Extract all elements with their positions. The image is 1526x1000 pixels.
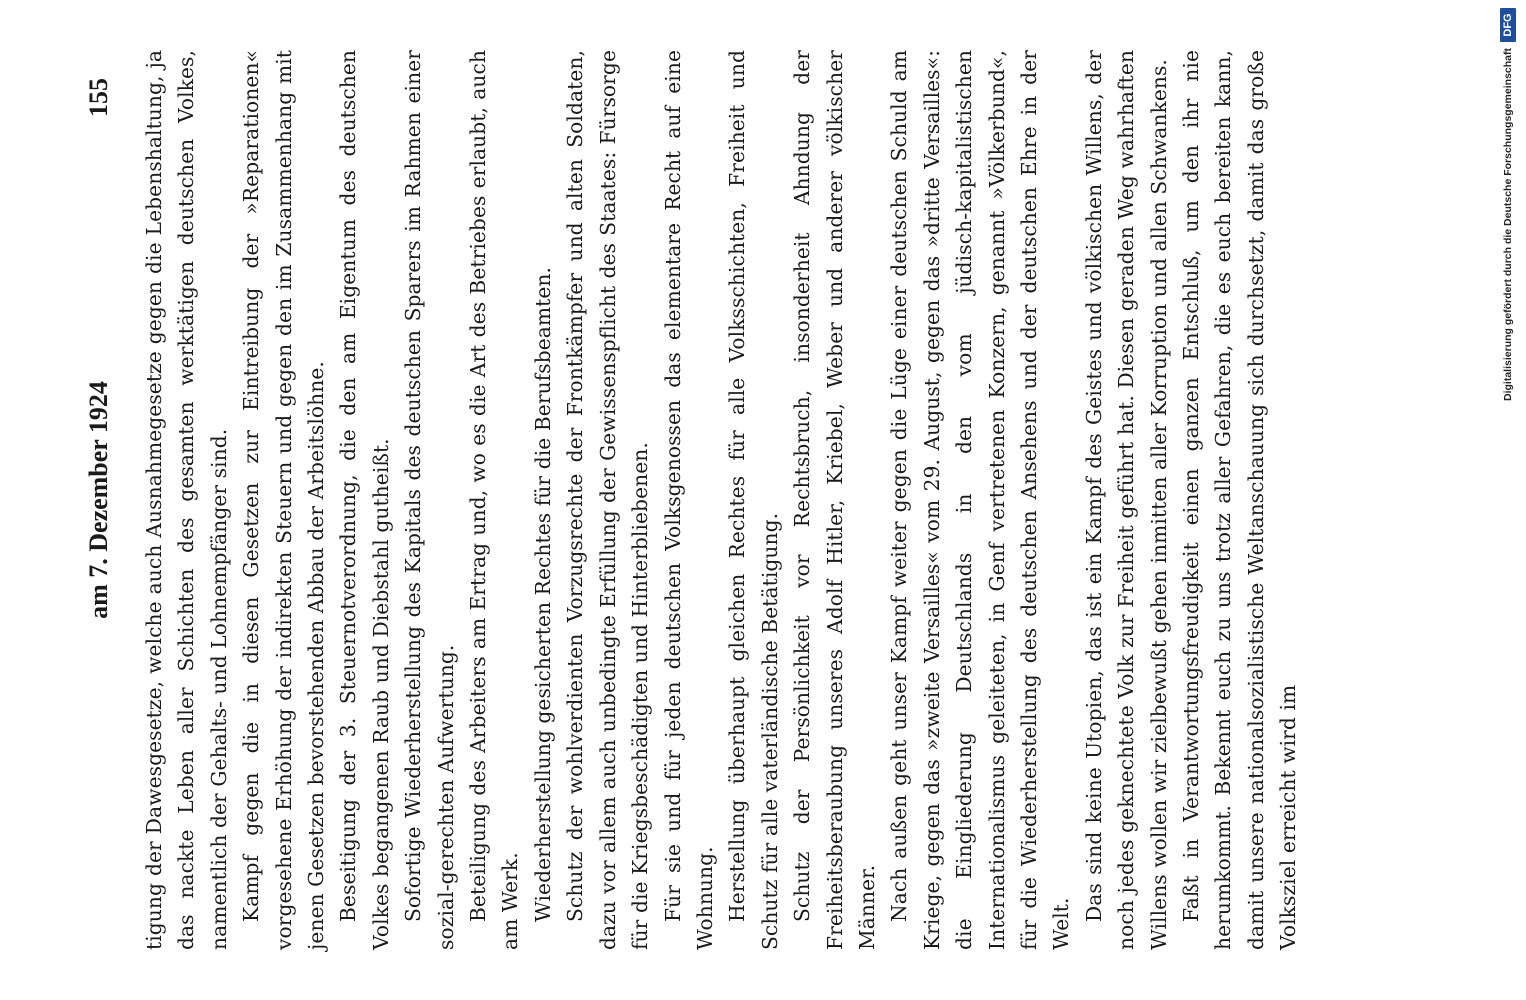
digitization-note: Digitalisierung gefördert durch die Deutsche Forschungsgemeinschaft (1502, 48, 1514, 401)
digitization-sidebar-content (1496, 8, 1520, 998)
paragraph: tigung der Dawesgesetze, welche auch Ausnahmegesetze gegen die Lebenshaltung, ja das nackte Leben aller Schichten des gesamten werktätigen deutschen Volkes, namentlich der Gehalts- und Lohnempfänger sind. (142, 50, 231, 950)
rotated-text-block (80, 50, 1440, 950)
paragraph: Das sind keine Utopien, das ist ein Kampf des Geistes und völkischen Willens, der noch jedes geknechtete Volk zur Freiheit geführt hat. Diesen geraden Weg wahrhaften Willens wollen wir zielbewußt gehen inmitten aller Korruption und allen Schwankens. (1081, 50, 1171, 950)
paragraph: Für sie und für jeden deutschen Volksgenossen das elementare Recht auf eine Wohnung. (660, 50, 717, 950)
paragraph: Faßt in Verantwortungsfreudigkeit einen ganzen Entschluß, um den ihr nie herumkommt. Bekennt euch zu uns trotz aller Gefahren, die es euch bereiten kann, damit unsere nationalsozialistische Weltanschauung sich durchsetzt, damit das große Volksziel erreicht wird im (1179, 50, 1301, 950)
running-header (80, 50, 132, 950)
running-header-title: am 7. Dezember 1924 (84, 381, 113, 619)
dfg-logo-icon: DFG (1500, 8, 1516, 42)
paragraph: Beseitigung der 3. Steuernotverordnung, die den am Eigentum des deutschen Volkes begangenen Raub und Diebstahl gutheißt. (336, 50, 393, 950)
digitization-sidebar (1496, 8, 1520, 998)
body-text (138, 50, 1305, 950)
paragraph: Kampf gegen die in diesen Gesetzen zur Eintreibung der »Reparationen« vorgesehene Erhöhung der indirekten Steuern und gegen den im Zusammenhang mit jenen Gesetzen bevorstehenden Abbau der Arbeitslöhne. (239, 50, 329, 950)
paragraph: Schutz der Persönlichkeit vor Rechtsbruch, insonderheit Ahndung der Freiheitsberaubung unseres Adolf Hitler, Kriebel, Weber und anderer völkischer Männer. (790, 50, 879, 950)
paragraph: Nach außen geht unser Kampf weiter gegen die Lüge einer deutschen Schuld am Kriege, gegen das »zweite Versailles« vom 29. August, gegen das »dritte Versailles«: die Eingliederung Deutschlands in den vom jüdisch-kapitalistischen Internationalismus geleiteten, in Genf vertretenen Konzern, genannt »Völkerbund«, für die Wiederherstellung des deutschen Ansehens und der deutschen Ehre in der Welt. (887, 50, 1074, 950)
paragraph: Herstellung überhaupt gleichen Rechtes für alle Volksschichten, Freiheit und Schutz für alle vaterländische Betätigung. (725, 50, 782, 950)
paragraph: Schutz der wohlverdienten Vorzugsrechte der Frontkämpfer und alten Soldaten, dazu vor allem auch unbedingte Erfüllung der Gewissenspflicht des Staates: Fürsorge für die Kriegsbeschädigten und Hinterbliebenen. (563, 50, 653, 950)
paragraph: Beteiligung des Arbeiters am Ertrag und, wo es die Art des Betriebes erlaubt, auch am Werk. (466, 50, 523, 950)
page-number: 155 (84, 78, 113, 117)
paragraph: Wiederherstellung gesicherten Rechtes für die Berufsbeamten. (530, 266, 555, 922)
paragraph: Sofortige Wiederherstellung des Kapitals des deutschen Sparers im Rahmen einer sozial-gerechten Aufwertung. (401, 50, 458, 950)
